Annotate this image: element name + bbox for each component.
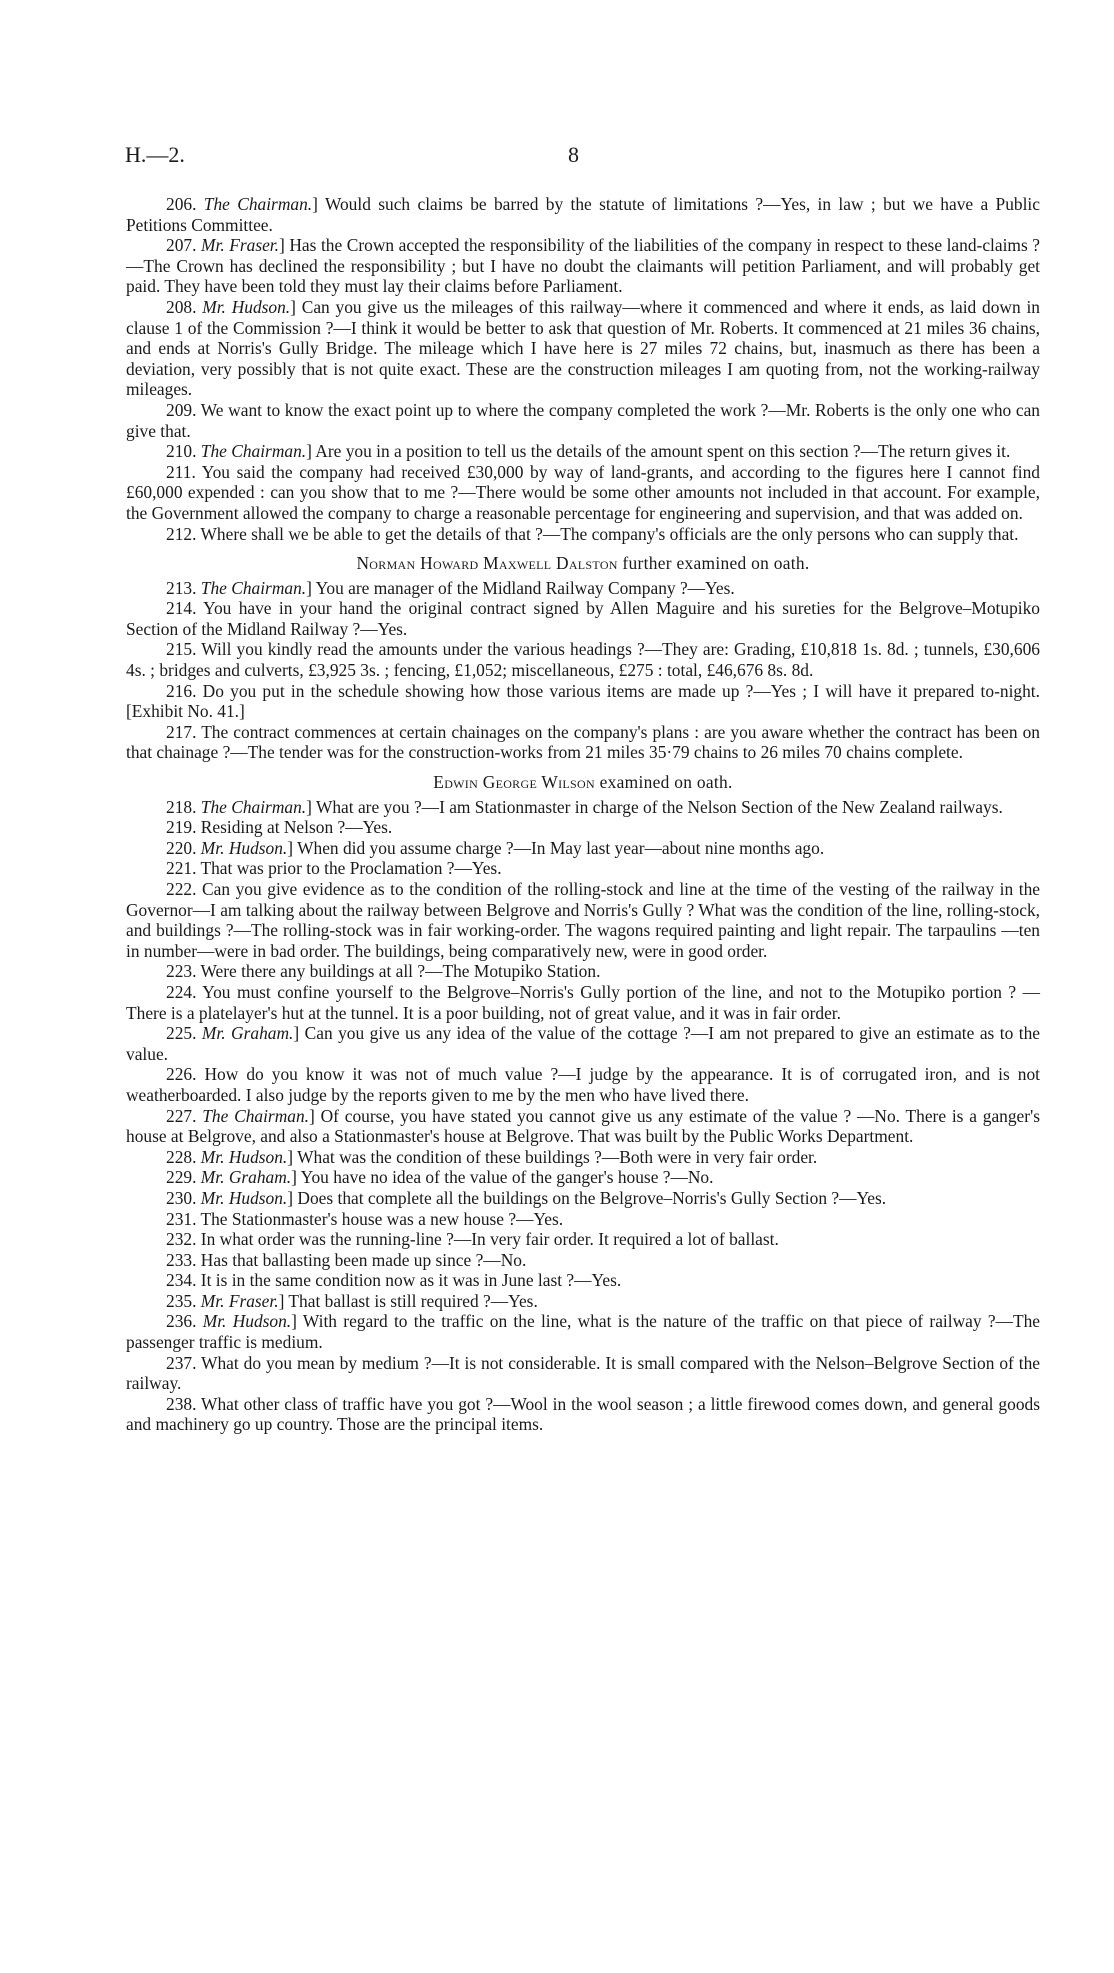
question-number: 233. — [166, 1249, 197, 1270]
question-number: 211. — [166, 461, 196, 482]
question-number: 238. — [166, 1393, 197, 1414]
question-number: 221. — [166, 858, 197, 879]
question-text: It is in the same condition now as it was in June last ?—Yes. — [200, 1270, 622, 1291]
question-number: 236. — [166, 1311, 197, 1332]
testimony-block-1 — [126, 194, 1040, 544]
question-number: 235. — [166, 1290, 197, 1311]
question-paragraph — [126, 1270, 1040, 1291]
question-number: 230. — [166, 1187, 197, 1208]
question-paragraph — [126, 297, 1040, 400]
question-text: ] Can you give us the mileages of this railway—where it commenced and where it ends, as laid down in clause 1 of the Commission ?—I think it would be better to ask that question of Mr. Roberts. It commenced at 21 miles 36 chains, and ends at Norris's Gully Bridge. The mileage which I have here is 27 miles 72 chains, but, inasmuch as there has been a deviation, very possibly that is not quite exact. These are the construction mileages I am quoting from, not the working-railway mileages. — [126, 296, 1040, 400]
question-paragraph — [126, 681, 1040, 722]
question-text: ] Of course, you have stated you cannot give us any estimate of the value ? —No. There is a ganger's house at Belgrove, and also a Stationmaster's house at Belgrove. That was built by the Public Works Department. — [126, 1105, 1040, 1147]
question-number: 212. — [166, 523, 197, 544]
question-paragraph — [126, 441, 1040, 462]
question-text: ] Does that complete all the buildings on the Belgrove–Norris's Gully Section ?—Yes. — [287, 1187, 887, 1208]
question-number: 231. — [166, 1208, 197, 1229]
speaker-name: The Chairman. — [200, 441, 307, 462]
question-text: Were there any buildings at all ?—The Motupiko Station. — [200, 961, 601, 982]
question-text: You said the company had received £30,000 by way of land-grants, and according to the figures here I cannot find £60,000 expended : can you show that to me ?—There would be some other amounts not included in that account. For example, the Government allowed the company to charge a reasonable percentage for engineering and supervision, and that was added on. — [126, 461, 1040, 523]
question-number: 209. — [166, 399, 197, 420]
question-paragraph — [126, 797, 1040, 818]
speaker-name: The Chairman. — [203, 194, 313, 214]
question-paragraph — [126, 1353, 1040, 1394]
speaker-name: Mr. Graham. — [201, 1023, 294, 1044]
question-text: ] Has the Crown accepted the responsibility of the liabilities of the company in respect to these land-claims ?—The Crown has declined the responsibility ; but I have no doubt the claimants will petition Parliament, and will probably get paid. They have been told they must lay their claims before Parliament. — [126, 235, 1041, 297]
question-number: 225. — [166, 1023, 197, 1044]
speaker-name: The Chairman. — [202, 1105, 309, 1126]
testimony-block-2 — [126, 578, 1040, 763]
question-text: ] You have no idea of the value of the ganger's house ?—No. — [291, 1167, 714, 1188]
question-text: ] When did you assume charge ?—In May last year—about nine months ago. — [287, 837, 825, 858]
question-text: Can you give evidence as to the condition of the rolling-stock and line at the time of the vesting of the railway in the Governor—I am talking about the railway between Belgrove and Norris's Gully ? What was the condition of the line, rolling-stock, and buildings ?—The rolling-stock was in fair working-order. The wagons required painting and light repair. The tarpaulins —ten in number—were in bad order. The buildings, being comparatively new, were in good order. — [126, 879, 1040, 961]
question-number: 213. — [166, 577, 197, 598]
question-number: 226. — [166, 1064, 197, 1085]
speaker-name: Mr. Hudson. — [200, 1187, 288, 1208]
testimony-block-3 — [126, 797, 1040, 1435]
question-text: Where shall we be able to get the details of that ?—The company's officials are the only persons who can supply that. — [200, 523, 1019, 544]
question-text: What do you mean by medium ?—It is not considerable. It is small compared with the Nelson–Belgrove Section of the railway. — [126, 1352, 1040, 1394]
speaker-name: Mr. Hudson. — [202, 1311, 292, 1332]
question-text: Do you put in the schedule showing how those various items are made up ?—Yes ; I will have it prepared to-night. [Exhibit No. 41.] — [126, 680, 1040, 722]
question-text: That was prior to the Proclamation ?—Yes. — [200, 858, 502, 879]
question-text: ] Are you in a position to tell us the details of the amount spent on this section ?—The return gives it. — [306, 441, 1011, 462]
question-paragraph — [126, 400, 1040, 441]
witness-heading-rest: examined on oath. — [599, 772, 733, 793]
question-number: 222. — [166, 879, 197, 899]
page-number: 8 — [568, 142, 579, 167]
question-number: 218. — [166, 796, 197, 817]
speaker-name: The Chairman. — [200, 796, 307, 817]
question-number: 206. — [166, 194, 197, 214]
question-number: 229. — [166, 1167, 197, 1188]
question-number: 216. — [166, 680, 197, 701]
question-paragraph — [126, 1311, 1040, 1352]
question-paragraph — [126, 858, 1040, 879]
question-number: 227. — [166, 1105, 197, 1126]
document-reference: H.—2. — [125, 142, 185, 167]
document-body — [126, 194, 1040, 1435]
question-paragraph — [126, 1209, 1040, 1230]
question-paragraph — [126, 817, 1040, 838]
question-number: 237. — [166, 1352, 197, 1373]
question-text: The contract commences at certain chainages on the company's plans : are you aware whether the contract has been on that chainage ?—The tender was for the construction-works from 21 miles 35·79 chains to 26 miles 70 chains complete. — [126, 721, 1040, 763]
witness-heading-wilson — [126, 772, 1040, 793]
question-paragraph — [126, 879, 1040, 961]
speaker-name: Mr. Graham. — [200, 1167, 292, 1188]
question-paragraph — [126, 462, 1040, 524]
question-paragraph — [126, 1023, 1040, 1064]
question-text: We want to know the exact point up to where the company completed the work ?—Mr. Roberts is the only one who can give that. — [126, 399, 1040, 441]
question-number: 217. — [166, 721, 197, 742]
question-number: 224. — [166, 981, 197, 1002]
question-paragraph — [126, 1167, 1040, 1188]
witness-name: Norman Howard Maxwell Dalston — [356, 553, 618, 574]
speaker-name: Mr. Fraser. — [201, 235, 279, 256]
question-text: The Stationmaster's house was a new house ?—Yes. — [200, 1208, 564, 1229]
question-text: What other class of traffic have you got ?—Wool in the wool season ; a little firewood comes down, and general goods and machinery go up country. Those are the principal items. — [126, 1393, 1040, 1435]
question-text: ] Would such claims be barred by the statute of limitations ?—Yes, in law ; but we have a Public Petitions Committee. — [126, 194, 1040, 235]
question-paragraph — [126, 598, 1040, 639]
question-paragraph — [126, 578, 1040, 599]
question-text: Will you kindly read the amounts under the various headings ?—They are: Grading, £10,818 1s. 8d. ; tunnels, £30,606 4s. ; bridges and culverts, £3,925 3s. ; fencing, £1,052; miscellaneous, £275 : total, £46,676 8s. 8d. — [126, 639, 1040, 681]
question-paragraph — [126, 1229, 1040, 1250]
question-paragraph — [126, 1064, 1040, 1105]
question-text: ] That ballast is still required ?—Yes. — [278, 1290, 538, 1311]
question-number: 223. — [166, 961, 197, 982]
question-number: 207. — [166, 235, 197, 256]
question-text: ] What are you ?—I am Stationmaster in charge of the Nelson Section of the New Zealand railways. — [306, 796, 1003, 817]
question-text: ] What was the condition of these buildings ?—Both were in very fair order. — [287, 1146, 818, 1167]
question-number: 214. — [166, 598, 197, 619]
question-paragraph — [126, 1147, 1040, 1168]
question-text: ] You are manager of the Midland Railway Company ?—Yes. — [306, 577, 735, 598]
question-paragraph — [126, 1106, 1040, 1147]
page-header — [125, 142, 1034, 174]
speaker-name: The Chairman. — [200, 577, 307, 598]
question-paragraph — [126, 1394, 1040, 1435]
question-text: In what order was the running-line ?—In very fair order. It required a lot of ballast. — [200, 1229, 779, 1250]
question-paragraph — [126, 982, 1040, 1023]
question-paragraph — [126, 194, 1040, 235]
question-text: How do you know it was not of much value ?—I judge by the appearance. It is of corrugated iron, and is not weatherboarded. I also judge by the reports given to me by the men who have lived there. — [126, 1064, 1040, 1105]
question-paragraph — [126, 639, 1040, 680]
question-text: Has that ballasting been made up since ?—No. — [200, 1249, 527, 1270]
question-number: 215. — [166, 639, 197, 660]
speaker-name: Mr. Hudson. — [202, 296, 291, 317]
question-paragraph — [126, 1188, 1040, 1209]
question-paragraph — [126, 838, 1040, 859]
question-number: 232. — [166, 1229, 197, 1250]
speaker-name: Mr. Hudson. — [200, 1146, 288, 1167]
question-paragraph — [126, 961, 1040, 982]
question-text: You must confine yourself to the Belgrove–Norris's Gully portion of the line, and not to the Motupiko portion ? — There is a platelayer's hut at the tunnel. It is a poor building, not of great value, and it was in fair order. — [126, 981, 1040, 1023]
question-text: You have in your hand the original contract signed by Allen Maguire and his sureties for the Belgrove–Motupiko Section of the Midland Railway ?—Yes. — [126, 598, 1040, 639]
witness-heading-rest: further examined on oath. — [622, 553, 810, 574]
witness-name: Edwin George Wilson — [433, 772, 595, 793]
witness-heading-dalston — [126, 553, 1040, 574]
question-paragraph — [126, 1291, 1040, 1312]
question-number: 220. — [166, 837, 197, 858]
question-paragraph — [126, 524, 1040, 545]
question-text: Residing at Nelson ?—Yes. — [200, 817, 393, 838]
question-paragraph — [126, 235, 1040, 297]
speaker-name: Mr. Fraser. — [200, 1290, 279, 1311]
question-number: 234. — [166, 1270, 197, 1291]
question-number: 210. — [166, 441, 197, 462]
question-text: ] With regard to the traffic on the line, what is the nature of the traffic on that piece of railway ?—The passenger traffic is medium. — [126, 1311, 1040, 1353]
question-number: 219. — [166, 817, 197, 838]
question-text: ] Can you give us any idea of the value of the cottage ?—I am not prepared to give an estimate as to the value. — [126, 1023, 1041, 1064]
question-paragraph — [126, 722, 1040, 763]
question-number: 228. — [166, 1146, 197, 1167]
speaker-name: Mr. Hudson. — [200, 837, 288, 858]
question-number: 208. — [166, 296, 197, 317]
question-paragraph — [126, 1250, 1040, 1271]
